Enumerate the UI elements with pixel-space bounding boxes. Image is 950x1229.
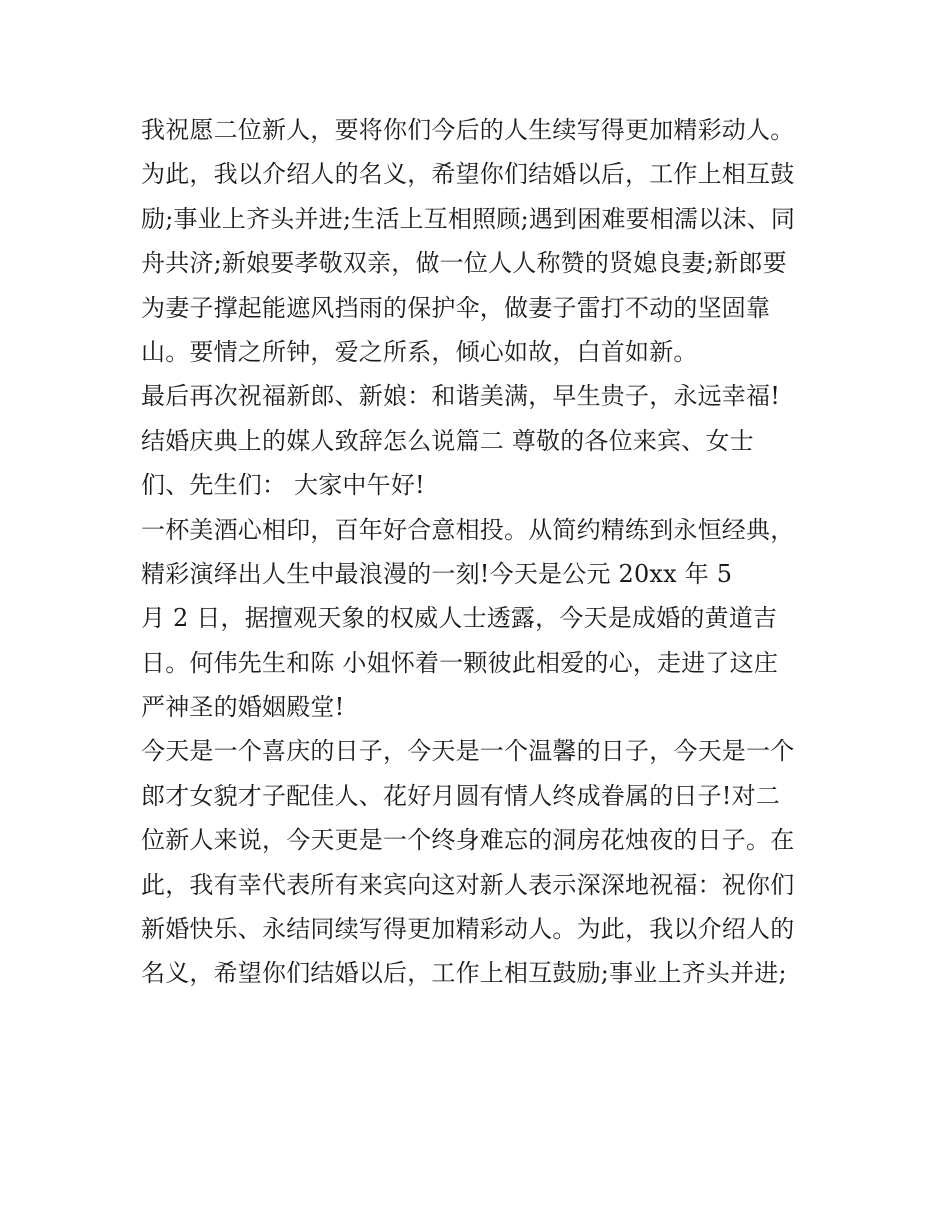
text-line: 日。何伟先生和陈 小姐怀着一颗彼此相爱的心，走进了这庄 bbox=[141, 648, 779, 677]
text-line: 们、先生们： 大家中午好! bbox=[141, 471, 425, 500]
text-line: 严神圣的婚姻殿堂! bbox=[141, 693, 345, 722]
text-line: 最后再次祝福新郎、新娘：和谐美满，早生贵子，永远幸福! bbox=[141, 382, 781, 411]
text-line: 舟共济;新娘要孝敬双亲，做一位人人称赞的贤媳良妻;新郎要 bbox=[141, 249, 787, 278]
text-line: 月 2 日，据擅观天象的权威人士透露，今天是成婚的黄道吉 bbox=[141, 604, 778, 633]
text-line: 郎才女貌才子配佳人、花好月圆有情人终成眷属的日子!对二 bbox=[141, 781, 781, 810]
text-line: 精彩演绎出人生中最浪漫的一刻!今天是公元 20xx 年 5 bbox=[141, 559, 733, 588]
text-line: 我祝愿二位新人，要将你们今后的人生续写得更加精彩动人。 bbox=[141, 116, 795, 144]
text-line: 结婚庆典上的媒人致辞怎么说篇二 尊敬的各位来宾、女士 bbox=[141, 426, 754, 455]
text-line: 为此，我以介绍人的名义，希望你们结婚以后，工作上相互鼓 bbox=[141, 160, 795, 189]
text-line: 励;事业上齐头并进;生活上互相照顾;遇到困难要相濡以沫、同 bbox=[141, 204, 796, 233]
text-line: 为妻子撑起能遮风挡雨的保护伞，做妻子雷打不动的坚固靠 bbox=[141, 293, 771, 322]
text-line: 此，我有幸代表所有来宾向这对新人表示深深地祝福：祝你们 bbox=[141, 870, 795, 899]
body-text bbox=[141, 108, 841, 996]
text-line: 一杯美酒心相印，百年好合意相投。从简约精练到永恒经典， bbox=[141, 515, 795, 544]
text-line: 山。要情之所钟，爱之所系，倾心如故，白首如新。 bbox=[141, 337, 698, 366]
text-line: 名义，希望你们结婚以后，工作上相互鼓励;事业上齐头并进; bbox=[141, 959, 787, 988]
text-line: 今天是一个喜庆的日子，今天是一个温馨的日子，今天是一个 bbox=[141, 737, 795, 766]
text-line: 位新人来说，今天更是一个终身难忘的洞房花烛夜的日子。在 bbox=[141, 826, 795, 855]
text-line: 新婚快乐、永结同续写得更加精彩动人。为此，我以介绍人的 bbox=[141, 915, 795, 944]
